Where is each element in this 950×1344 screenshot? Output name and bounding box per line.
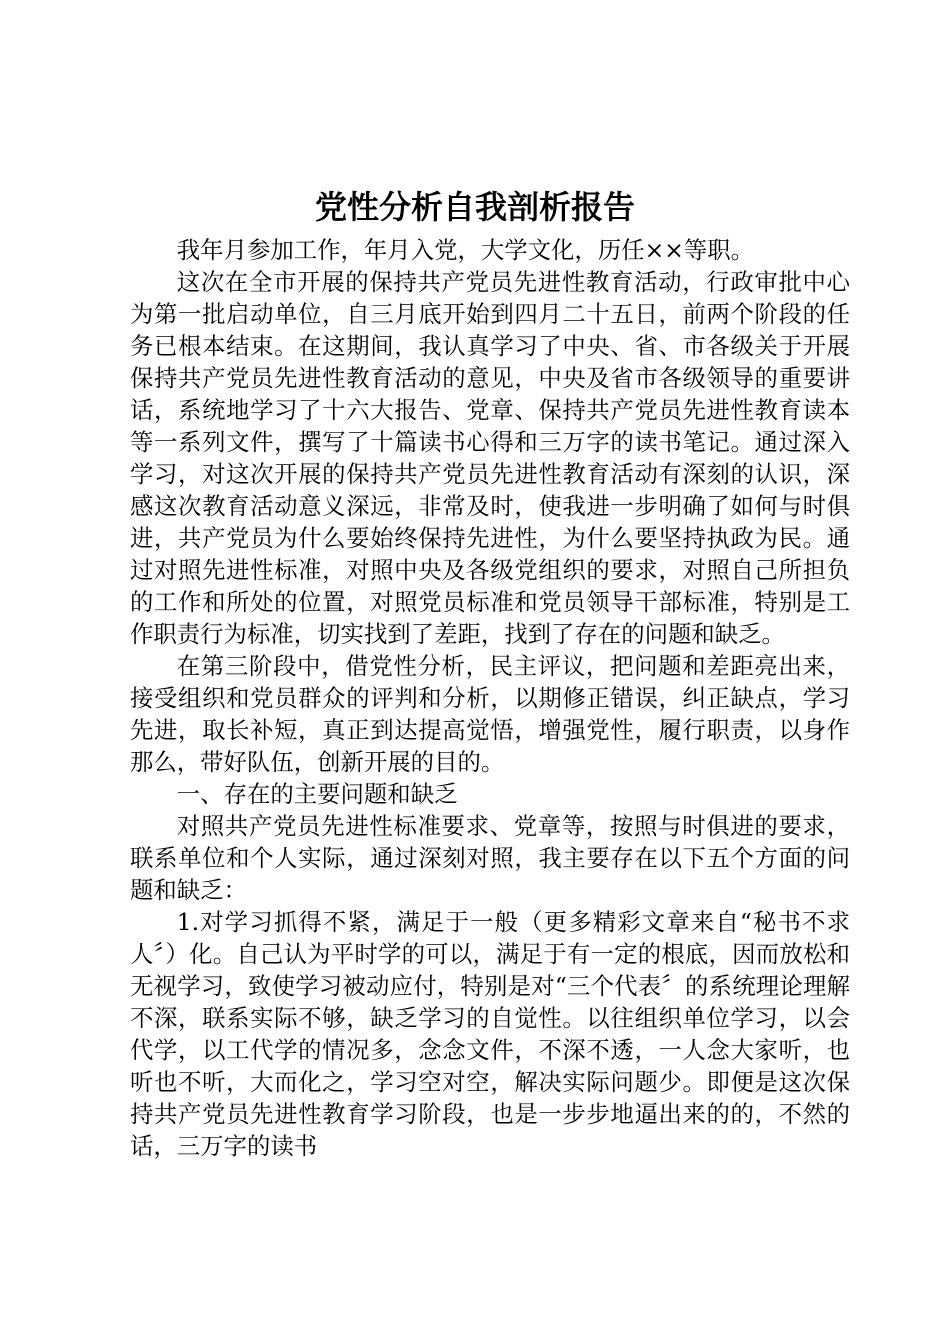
paragraph-intro: 我年月参加工作，年月入党，大学文化，历任××等职。: [176, 236, 754, 264]
paragraph-background: 这次在全市开展的保持共产党员先进性教育活动，行政审批中心为第一批启动单位，自三月底开始到四月二十五日，前两个阶段的任务已根本结束。在这期间，我认真学习了中央、省、市各级关于开展保持共产党员先进性教育活动的意见，中央及省市各级领导的重要讲话，系统地学习了十六大报告、党章、保持共产党员先进性教育读本等一系列文件，撰写了十篇读书心得和三万字的读书笔记。通过深入学习，对这次开展的保持共产党员先进性教育活动有深刻的认识，深感这次教育活动意义深远，非常及时，使我进一步明确了如何与时俱进，共产党员为什么要始终保持先进性，为什么要坚持执政为民。通过对照先进性标准，对照中央及各级党组织的要求，对照自己所担负的工作和所处的位置，对照党员标准和党员领导干部标准，特别是工作职责行为标准，切实找到了差距，找到了存在的问题和缺乏。: [130, 268, 850, 648]
section-heading: 一、存在的主要问题和缺乏: [176, 780, 458, 808]
document-body: [130, 234, 850, 1162]
paragraph-third-stage: 在第三阶段中，借党性分析，民主评议，把问题和差距亮出来，接受组织和党员群众的评判和分析，以期修正错误，纠正缺点，学习先进，取长补短，真正到达提高觉悟，增强党性，履行职责，以身作那么，带好队伍，创新开展的目的。: [130, 652, 850, 776]
document-title: 党性分析自我剖析报告: [314, 188, 635, 226]
paragraph-overview: 对照共产党员先进性标准要求、党章等，按照与时俱进的要求，联系单位和个人实际，通过深刻对照，我主要存在以下五个方面的问题和缺乏：: [130, 812, 850, 904]
paragraph-item-1: 1.对学习抓得不紧，满足于一般（更多精彩文章来自“秘书不求人〞）化。自己认为平时学的可以，满足于有一定的根底，因而放松和无视学习，致使学习被动应付，特别是对“三个代表〞的系统理论理解不深，联系实际不够，缺乏学习的自觉性。以往组织单位学习，以会代学，以工代学的情况多，念念文件，不深不透，一人念大家听，也听也不听，大而化之，学习空对空，解决实际问题少。即便是这次保持共产党员先进性教育学习阶段，也是一步步地逼出来的的，不然的话，三万字的读书: [130, 908, 850, 1160]
